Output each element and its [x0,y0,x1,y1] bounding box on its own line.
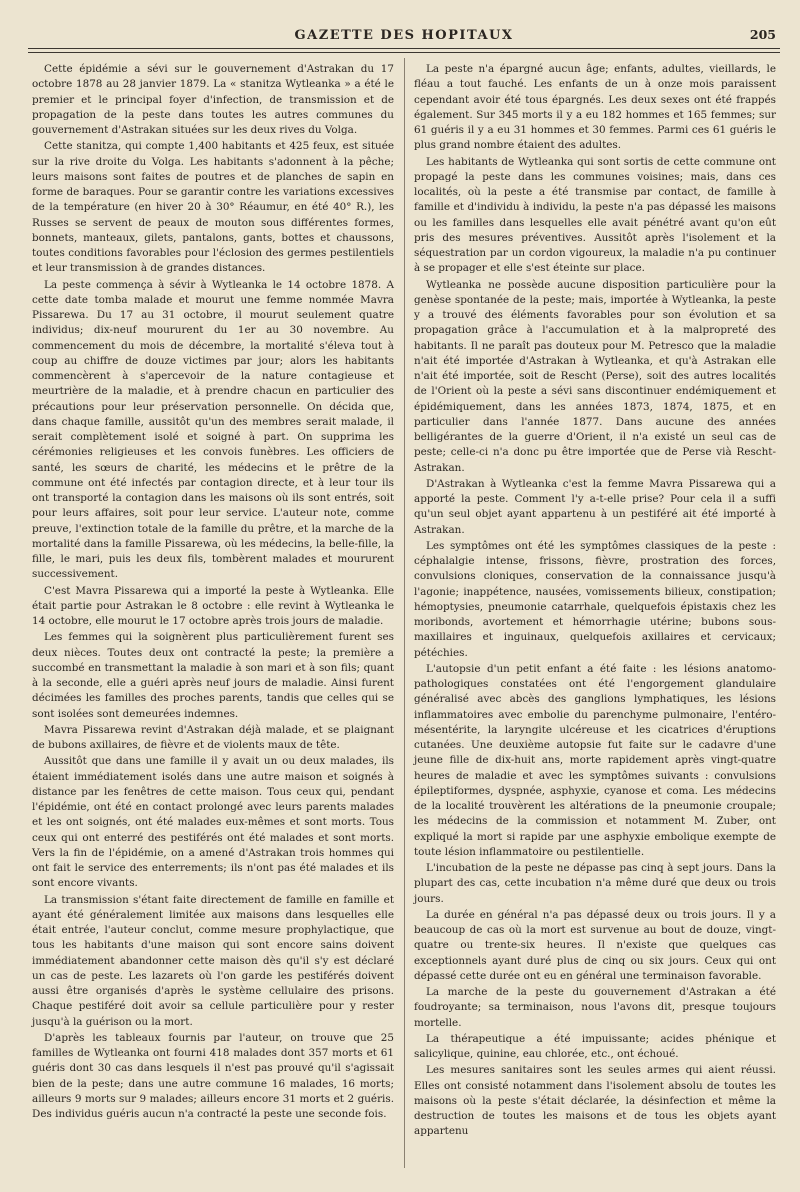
paragraph: D'après les tableaux fournis par l'auteur, on trouve que 25 familles de Wytleanka ont fourni 418 malades dont 357 morts et 61 guéris dont 30 cas dans lesquels il n'est pas prouvé qu'il s'agissait bien de la peste; dans une autre commune 16 malades, 16 morts; ailleurs 9 morts sur 9 malades; ailleurs encore 31 morts et 2 guéris. Des individus guéris aucun n'a contracté la peste une seconde fois. [32,1031,394,1120]
paragraph: Les femmes qui la soignèrent plus particulièrement furent ses deux nièces. Toutes deux ont contracté la peste; la première a succombé en transmettant la maladie à son mari et à son fils; quant à la seconde, elle a guéri après neuf jours de maladie. Ainsi furent décimées les familles des proches parents, tandis que celles qui se sont isolées sont demeurées indemnes. [32,631,394,720]
header-rule-thick [28,48,780,49]
paragraph: Les symptômes ont été les symptômes classiques de la peste : céphalalgie intense, frissons, fièvre, prostration des forces, convulsions cloniques, conservation de la connaissance jusqu'à l'agonie; inappétence, nausées, vomissements bilieux, constipation; hémoptysies, pneumonie catarrhale, quelquefois épistaxis chez les moribonds, avortement et hémorrhagie utérine; bubons sous-maxillaires et inguinaux, quelquefois axillaires et cervicaux; pétéchies. [414,539,776,659]
paragraph: La marche de la peste du gouvernement d'Astrakan a été foudroyante; sa terminaison, nous l'avons dit, presque toujours mortelle. [414,986,776,1029]
journal-title: GAZETTE DES HOPITAUX [294,28,514,43]
paragraph: C'est Mavra Pissarewa qui a importé la peste à Wytleanka. Elle était partie pour Astrakan le 8 octobre : elle revint à Wytleanka le 14 octobre, elle mourut le 17 octobre après trois jours de maladie. [32,584,394,627]
paragraph: Aussitôt que dans une famille il y avait un ou deux malades, ils étaient immédiatement isolés dans une autre maison et soignés à distance par les fenêtres de cette maison. Tous ceux qui, pendant l'épidémie, ont été en contact prolongé avec leurs parents malades et les ont soignés, ont été malades eux-mêmes et sont morts. Tous ceux qui ont enterré des pestiférés ont été malades et sont morts. Vers la fin de l'épidémie, on a amené d'Astrakan trois hommes qui ont fait le service des enterrements; ils n'ont pas été malades et ils sont encore vivants. [32,755,394,890]
paragraph: Cette épidémie a sévi sur le gouvernement d'Astrakan du 17 octobre 1878 au 28 janvier 1879. La « stanitza Wytleanka » a été le premier et le principal foyer d'infection, de transmission et de propagation de la peste dans toutes les autres communes du gouvernement d'Astrakan situées sur les deux rives du Volga. [32,63,394,136]
paragraph: Les habitants de Wytleanka qui sont sortis de cette commune ont propagé la peste dans les communes voisines; mais, dans ces localités, où la peste a été transmise par contact, de famille à famille et d'individu à individu, la peste n'a pas dépassé les maisons ou les familles dans lesquelles elle avait pénétré avant qu'on eût pris des mesures préventives. Aussitôt après l'isolement et la séquestration par un cordon vigoureux, la maladie n'a pu continuer à se propager et elle s'est éteinte sur place. [414,155,776,275]
paragraph: La durée en général n'a pas dépassé deux ou trois jours. Il y a beaucoup de cas où la mort est survenue au bout de douze, vingt-quatre ou trente-six heures. Il n'existe que quelques cas exceptionnels ayant duré plus de cinq ou six jours. Ceux qui ont dépassé cette durée ont eu en général une terminaison favorable. [414,908,776,982]
paragraph: L'autopsie d'un petit enfant a été faite : les lésions anatomo-pathologiques constatées ont été l'engorgement glandulaire généralisé avec abcès des ganglions lymphatiques, les lésions inflammatoires avec embolie du parenchyme pulmonaire, l'entéro-mésentérite, la laryngite ulcéreuse et les cicatrices d'éruptions cutanées. Une deuxième autopsie fut faite sur le cadavre d'une jeune fille de dix-huit ans, morte rapidement après vingt-quatre heures de maladie et avec les symptômes suivants : convulsions épileptiformes, dyspnée, asphyxie, cyanose et coma. Les médecins de la localité trouvèrent les altérations de la pneumonie croupale; les médecins de la commission et notamment M. Zuber, ont expliqué la mort si rapide par une asphyxie embolique exempte de toute lésion inflammatoire ou pestilentielle. [414,662,776,858]
paragraph: La transmission s'étant faite directement de famille en famille et ayant été généralement limitée aux maisons dans lesquelles elle était entrée, l'auteur conclut, comme mesure prophylactique, que tous les habitants d'une maison qui sont encore sains doivent immédiatement abandonner cette maison dès qu'il s'y est déclaré un cas de peste. Les lazarets où l'on garde les pestiférés doivent aussi être organisés d'après le système cellulaire des prisons. Chaque pestiféré doit avoir sa cellule particulière pour y rester jusqu'à la guérison ou la mort. [32,893,394,1028]
paragraph: Wytleanka ne possède aucune disposition particulière pour la genèse spontanée de la peste; mais, importée à Wytleanka, la peste y a trouvé des éléments favorables pour son évolution et sa propagation grâce à l'accumulation et à la malpropreté des habitants. Il ne paraît pas douteux pour M. Petresco que la maladie n'ait été importée d'Astrakan à Wytleanka, et qu'à Astrakan elle n'ait été importée, soit de Rescht (Perse), soit des autres localités de l'Orient où la peste a sévi sans discontinuer endémiquement et épidémiquement, dans les années 1873, 1874, 1875, et en particulier dans l'année 1877. Dans aucune des années belligérantes de la guerre d'Orient, il n'a existé un seul cas de peste; celle-ci n'a donc pu être importée que de Perse vià Rescht-Astrakan. [414,278,776,474]
paragraph: La thérapeutique a été impuissante; acides phénique et salicylique, quinine, eau chlorée, etc., ont échoué. [414,1032,776,1060]
left-column [32,62,394,1123]
right-column [414,62,776,1141]
paragraph: Mavra Pissarewa revint d'Astrakan déjà malade, et se plaignant de bubons axillaires, de fièvre et de violents maux de tête. [32,723,394,751]
paragraph: D'Astrakan à Wytleanka c'est la femme Mavra Pissarewa qui a apporté la peste. Comment l'y a-t-elle prise? Pour cela il a suffi qu'un seul objet ayant appartenu à un pestiféré ait été importé à Astrakan. [414,477,776,536]
running-header [28,24,780,48]
column-divider [404,58,405,1168]
paragraph: Les mesures sanitaires sont les seules armes qui aient réussi. Elles ont consisté notamment dans l'isolement absolu de toutes les maisons où la peste s'était déclarée, la désinfection et même la destruction de toutes les maisons et de tous les objets ayant appartenu [414,1064,776,1138]
page-number: 205 [749,27,776,42]
paragraph: La peste n'a épargné aucun âge; enfants, adultes, vieillards, le fléau a tout fauché. Les enfants de un à onze mois paraissent cependant avoir été tous épargnés. Les deux sexes ont été frappés également. Sur 345 morts il y a eu 182 hommes et 165 femmes; sur 61 guéris il y a eu 31 hommes et 30 femmes. Parmi ces 61 guéris le plus grand nombre étaient des adultes. [414,63,776,152]
paragraph: La peste commença à sévir à Wytleanka le 14 octobre 1878. A cette date tomba malade et mourut une femme nommée Mavra Pissarewa. Du 17 au 31 octobre, il mourut seulement quatre individus; dix-neuf moururent du 1er au 30 novembre. Au commencement du mois de décembre, la mortalité s'éleva tout à coup au chiffre de douze victimes par jour; alors les habitants commencèrent à s'apercevoir de la nature contagieuse et meurtrière de la maladie, et à prendre chacun en particulier des précautions pour leur préservation personnelle. On décida que, dans chaque famille, aussitôt qu'un des membres serait malade, il serait complètement isolé et soigné à part. On supprima les cérémonies religieuses et les convois funèbres. Les officiers de santé, les sœurs de charité, les médecins et le prêtre de la commune ont été infectés par contagion directe, et à leur tour ils ont transporté la contagion dans les maisons où ils sont entrés, soit pour leurs affaires, soit pour leur service. L'auteur note, comme preuve, l'extinction totale de la famille du prêtre, et la marche de la mortalité dans la famille Pissarewa, où les médecins, la belle-fille, la fille, le mari, puis les deux fils, tombèrent malades et moururent successivement. [32,278,394,581]
paragraph: Cette stanitza, qui compte 1,400 habitants et 425 feux, est située sur la rive droite du Volga. Les habitants s'adonnent à la pêche; leurs maisons sont faites de poutres et de planches de sapin en forme de baraques. Pour se garantir contre les variations excessives de la température (en hiver 20 à 30° Réaumur, en été 40° R.), les Russes se servent de peaux de mouton sous différentes formes, bonnets, manteaux, gilets, pantalons, gants, bottes et chaussons, toutes conditions favorables pour l'éclosion des germes pestilentiels et leur transmission à de grandes distances. [32,140,394,275]
paragraph: L'incubation de la peste ne dépasse pas cinq à sept jours. Dans la plupart des cas, cette incubation n'a même duré que deux ou trois jours. [414,862,776,905]
header-rule-thin [28,52,780,53]
